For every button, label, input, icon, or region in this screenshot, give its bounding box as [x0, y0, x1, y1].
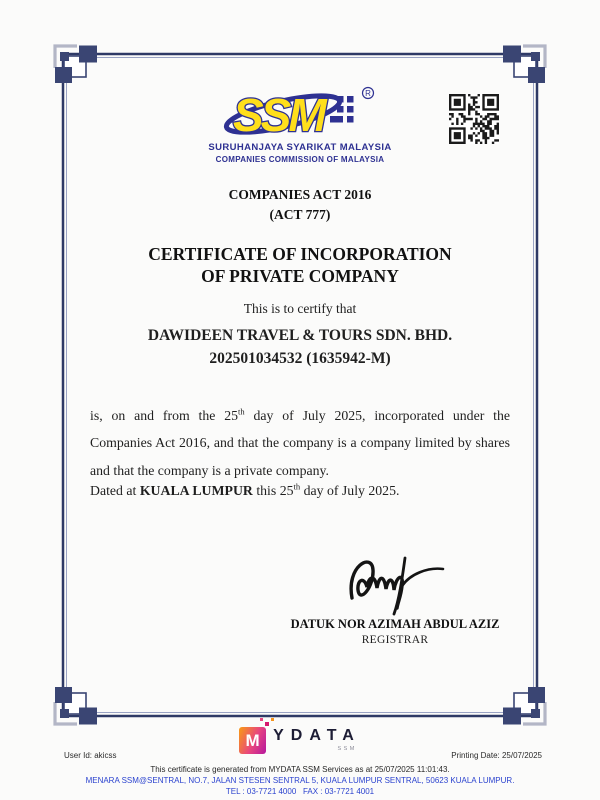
ordinal-suffix: th	[238, 406, 245, 417]
user-id: User Id: akicss	[64, 751, 117, 760]
title-line1: CERTIFICATE OF INCORPORATION	[148, 244, 452, 264]
printing-date: Printing Date: 25/07/2025	[451, 751, 542, 760]
dated-place: KUALA LUMPUR	[139, 483, 253, 498]
mydata-logo	[0, 721, 600, 759]
company-registration-number: 202501034532 (1635942-M)	[209, 350, 391, 367]
paragraph-text-2: day of July 2025, incorporated under the Companies Act 2016, and that the company is a company limited by shares and that the company is a private company.	[90, 407, 510, 478]
ssm-logo	[0, 86, 600, 164]
ssm-name-english: COMPANIES COMMISSION OF MALAYSIA	[215, 155, 385, 164]
act-line1: COMPANIES ACT 2016	[228, 187, 372, 202]
pixel-dot-icon	[265, 722, 269, 726]
act-heading	[0, 185, 600, 225]
title-line2: OF PRIVATE COMPANY	[201, 266, 399, 286]
certificate-title	[0, 243, 600, 287]
pixel-dot-icon	[260, 718, 263, 721]
dated-suffix: day of July 2025.	[300, 483, 400, 498]
ssm-tel-fax: TEL : 03-7721 4000 FAX : 03-7721 4001	[225, 787, 375, 796]
dated-mid: this 25	[252, 483, 294, 498]
dated-prefix: Dated at	[90, 483, 140, 498]
paragraph-text-1: is, on and from the 25	[90, 407, 239, 423]
dated-ordinal-suffix: th	[293, 481, 301, 492]
registrar-name: DATUK NOR AZIMAH ABDUL AZIZ	[290, 617, 500, 631]
dated-line	[90, 483, 520, 499]
mydata-wordmark: YDATA	[273, 727, 361, 744]
registered-mark: R	[364, 88, 371, 98]
generated-notice: This certificate is generated from MYDATA SSM Services as at 25/07/2025 11:01:43.	[150, 765, 450, 774]
company-name: DAWIDEEN TRAVEL & TOURS SDN. BHD.	[147, 327, 453, 344]
mydata-logo-icon	[239, 727, 266, 754]
ssm-address: MENARA SSM@SENTRAL, NO.7, JALAN STESEN SENTRAL 5, KUALA LUMPUR SENTRAL, 50623 KUALA LUMPUR.	[85, 776, 515, 785]
registrar-role: REGISTRAR	[361, 634, 429, 646]
ssm-logo-icon	[213, 86, 388, 140]
registrar-signature-icon	[338, 546, 458, 616]
ssm-name-malay: SURUHANJAYA SYARIKAT MALAYSIA	[208, 142, 392, 153]
ssm-wordmark: SSM	[232, 89, 324, 141]
mydata-m-letter: M	[245, 730, 260, 750]
certify-line: This is to certify that	[243, 301, 357, 316]
qr-code-icon	[449, 94, 499, 144]
pixel-dot-icon	[271, 718, 274, 721]
incorporation-paragraph	[90, 402, 510, 485]
act-line2: (ACT 777)	[269, 207, 331, 222]
mydata-ssm-sub: SSM	[337, 746, 357, 752]
